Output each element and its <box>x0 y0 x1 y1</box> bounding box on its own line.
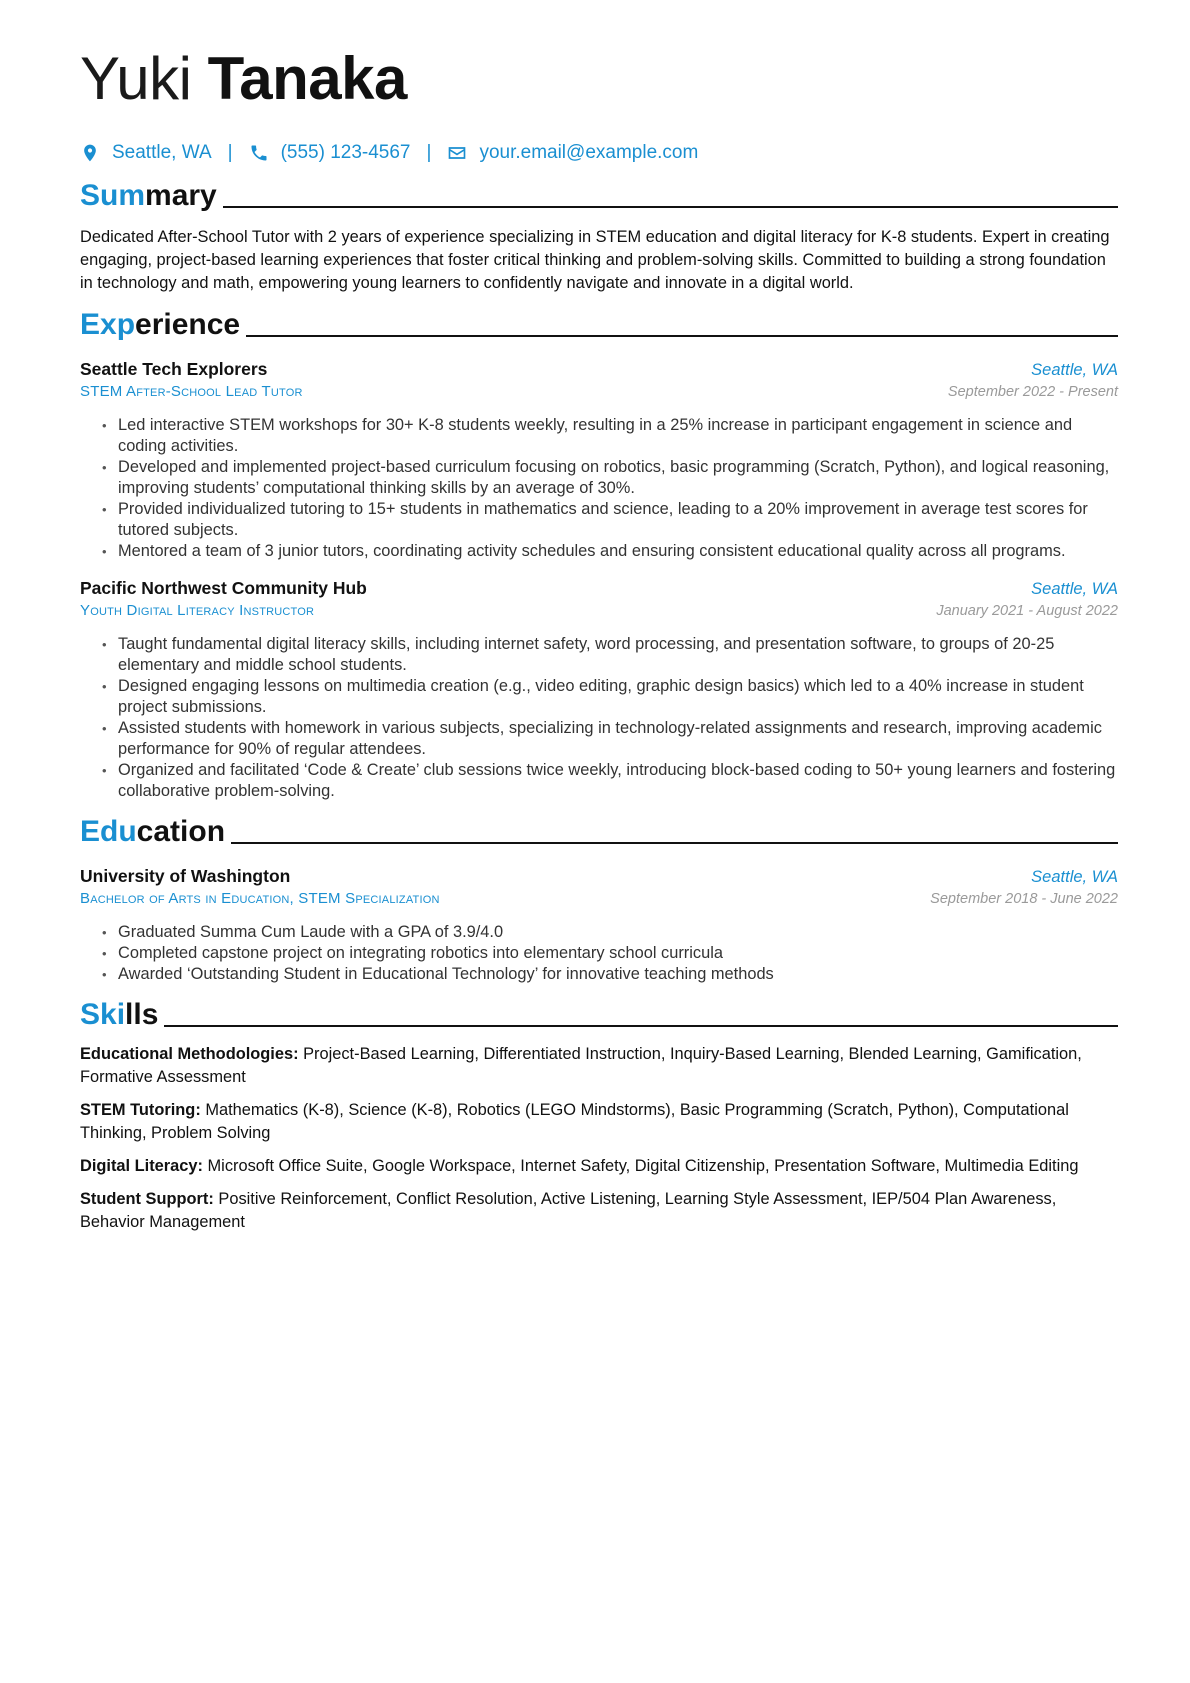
education-entry <box>80 864 1118 985</box>
entry-location: Seattle, WA <box>1031 361 1118 379</box>
section-divider <box>164 1025 1118 1027</box>
entry-dates: September 2022 - Present <box>947 384 1118 400</box>
achievement-item: • Provided individualized tutoring to 15+ students in mathematics and science, leading to a 20% improvement in average test scores for tutored subjects. <box>118 499 1118 541</box>
skill-values: Microsoft Office Suite, Google Workspace, Internet Safety, Digital Citizenship, Presentation Software, Multimedia Editing <box>202 1157 1079 1175</box>
section-divider <box>246 335 1118 337</box>
entry-location: Seattle, WA <box>1031 868 1118 886</box>
contact-separator: | <box>227 142 233 163</box>
achievement-item: • Led interactive STEM workshops for 30+ K-8 students weekly, resulting in a 25% increase in participant engagement in science and coding activities. <box>118 415 1118 457</box>
skill-group <box>80 1188 1118 1234</box>
education-title-rest: cation <box>136 815 226 848</box>
location-text: Seattle, WA <box>112 142 212 163</box>
education-heading <box>80 814 1118 850</box>
skill-group <box>80 1043 1118 1089</box>
achievement-item: • Completed capstone project on integrating robotics into elementary school curricula <box>118 943 1118 964</box>
achievement-item: • Taught fundamental digital literacy skills, including internet safety, word processing, and presentation software, to groups of 20-25 elementary and middle school students. <box>118 634 1118 676</box>
phone-text: (555) 123-4567 <box>280 142 411 163</box>
map-pin-icon <box>80 143 100 163</box>
section-divider <box>223 206 1118 208</box>
skills-heading <box>80 997 1118 1033</box>
envelope-icon <box>447 143 467 163</box>
first-name: Yuki <box>80 45 192 112</box>
experience-title <box>80 307 240 343</box>
achievement-item: • Assisted students with homework in various subjects, specializing in technology-related assignments and research, improving academic performance for 90% of regular attendees. <box>118 718 1118 760</box>
entry-dates: January 2021 - August 2022 <box>936 603 1118 619</box>
contact-bar <box>80 140 1118 166</box>
skill-category: STEM Tutoring: <box>80 1101 201 1119</box>
summary-title-accent: Sum <box>80 179 146 212</box>
achievement-list <box>80 415 1118 562</box>
achievement-item: • Organized and facilitated ‘Code & Create’ club sessions twice weekly, introducing block-based coding to 50+ young learners and fostering collaborative problem-solving. <box>118 760 1118 802</box>
job-title: Youth Digital Literacy Instructor <box>80 602 315 619</box>
contact-location <box>80 142 212 164</box>
summary-text: Dedicated After-School Tutor with 2 years of experience specializing in STEM education and digital literacy for K-8 students. Expert in creating engaging, project-based learning experiences that foster critical thinking and problem-solving skills. Committed to building a strong foundation in technology and math, empowering young learners to confidently navigate and innovate in a digital world. <box>80 228 1110 292</box>
experience-title-accent: Exp <box>80 308 136 341</box>
skill-values: Positive Reinforcement, Conflict Resolution, Active Listening, Learning Style Assessment, IEP/504 Plan Awareness, Behavior Management <box>80 1190 1057 1231</box>
organization-name: Seattle Tech Explorers <box>80 359 268 379</box>
summary-heading <box>80 178 1118 214</box>
institution-name: University of Washington <box>80 866 291 886</box>
achievement-list <box>80 922 1118 985</box>
achievement-item: • Graduated Summa Cum Laude with a GPA of 3.9/4.0 <box>118 922 1118 943</box>
degree-title: Bachelor of Arts in Education, STEM Specialization <box>80 890 440 907</box>
entry-dates: September 2018 - June 2022 <box>930 891 1118 907</box>
education-title-accent: Edu <box>80 815 137 848</box>
contact-separator: | <box>426 142 432 163</box>
skills-title <box>80 997 158 1033</box>
experience-heading <box>80 307 1118 343</box>
last-name: Tanaka <box>207 45 407 112</box>
skill-category: Student Support: <box>80 1190 214 1208</box>
skill-category: Educational Methodologies: <box>80 1045 299 1063</box>
skill-values: Project-Based Learning, Differentiated Instruction, Inquiry-Based Learning, Blended Learning, Gamification, Formative Assessment <box>80 1045 1082 1086</box>
education-title <box>80 814 225 850</box>
experience-title-rest: erience <box>135 308 241 341</box>
skills-title-rest: lls <box>125 998 159 1031</box>
achievement-item: • Awarded ‘Outstanding Student in Educational Technology’ for innovative teaching methods <box>118 964 1118 985</box>
section-divider <box>231 842 1118 844</box>
phone-icon <box>249 143 269 163</box>
contact-email[interactable] <box>447 142 698 164</box>
summary-title <box>80 178 217 214</box>
achievement-item: • Mentored a team of 3 junior tutors, coordinating activity schedules and ensuring consistent educational quality across all programs. <box>118 541 1118 562</box>
experience-entry <box>80 576 1118 802</box>
skill-category: Digital Literacy: <box>80 1157 203 1175</box>
contact-phone[interactable] <box>249 142 411 164</box>
skill-group <box>80 1155 1118 1178</box>
job-title: STEM After-School Lead Tutor <box>80 383 303 400</box>
achievement-item: • Designed engaging lessons on multimedia creation (e.g., video editing, graphic design basics) which led to a 40% increase in student project submissions. <box>118 676 1118 718</box>
achievement-item: • Developed and implemented project-based curriculum focusing on robotics, basic programming (Scratch, Python), and logical reasoning, improving students’ computational thinking skills by an average of 30%. <box>118 457 1118 499</box>
skills-title-accent: Ski <box>80 998 126 1031</box>
skill-group <box>80 1099 1118 1145</box>
skill-values: Mathematics (K-8), Science (K-8), Robotics (LEGO Mindstorms), Basic Programming (Scratch, Python), Computational Thinking, Problem Solving <box>80 1101 1069 1142</box>
summary-title-rest: mary <box>145 179 217 212</box>
achievement-list <box>80 634 1118 802</box>
experience-entry <box>80 357 1118 562</box>
entry-location: Seattle, WA <box>1031 580 1118 598</box>
candidate-name <box>80 40 1118 118</box>
email-link[interactable]: your.email@example.com <box>479 142 699 163</box>
organization-name: Pacific Northwest Community Hub <box>80 578 367 598</box>
